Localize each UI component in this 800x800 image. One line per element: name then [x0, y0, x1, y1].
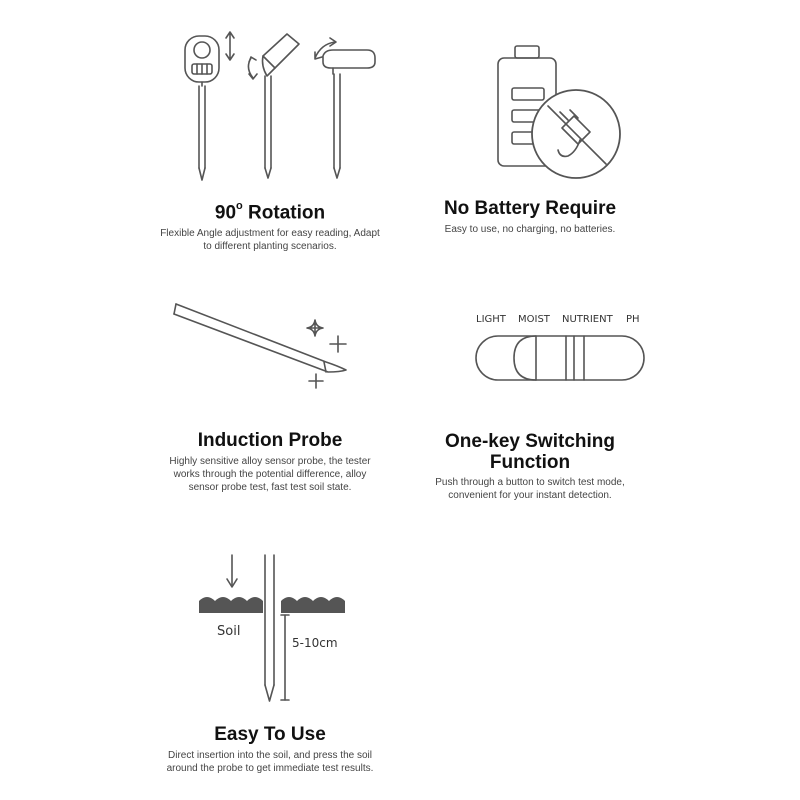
switch-label-moist: MOIST	[518, 314, 550, 325]
depth-label: 5-10cm	[292, 636, 338, 650]
soil-label: Soil	[217, 624, 241, 639]
feature-title: Easy To Use	[214, 724, 326, 745]
soil-insertion-icon	[195, 545, 355, 710]
feature-description: Easy to use, no charging, no batteries.	[444, 224, 616, 235]
feature-title: No Battery Require	[443, 198, 617, 219]
mode-switch-icon	[470, 310, 650, 390]
switch-label-ph: PH	[626, 314, 640, 325]
feature-one-key-switching	[420, 431, 640, 502]
feature-no-battery	[420, 198, 640, 236]
feature-description: Flexible Angle adjustment for easy reading, Adapt to different planting scenarios.	[160, 228, 380, 253]
switch-label-light: LIGHT	[476, 314, 506, 325]
feature-title: 90$^o$ Rotation	[214, 200, 326, 224]
battery-no-plug-icon	[490, 40, 630, 180]
feature-induction-probe	[120, 430, 420, 494]
rotation-meter-icon	[175, 28, 385, 188]
feature-description: Highly sensitive alloy sensor probe, the tester works through the potential difference, alloy sensor probe test, fast test soil state.	[169, 456, 371, 493]
feature-title: Induction Probe	[197, 430, 343, 451]
feature-rotation	[120, 198, 420, 253]
switch-label-nutrient: NUTRIENT	[562, 314, 613, 325]
feature-easy-to-use	[120, 724, 420, 775]
feature-description: Push through a button to switch test mode, convenient for your instant detection.	[435, 477, 625, 501]
sensor-probe-icon	[170, 300, 360, 400]
feature-title: One-key Switching Function	[445, 431, 615, 473]
feature-description: Direct insertion into the soil, and press the soil around the probe to get immediate test results.	[166, 750, 374, 774]
